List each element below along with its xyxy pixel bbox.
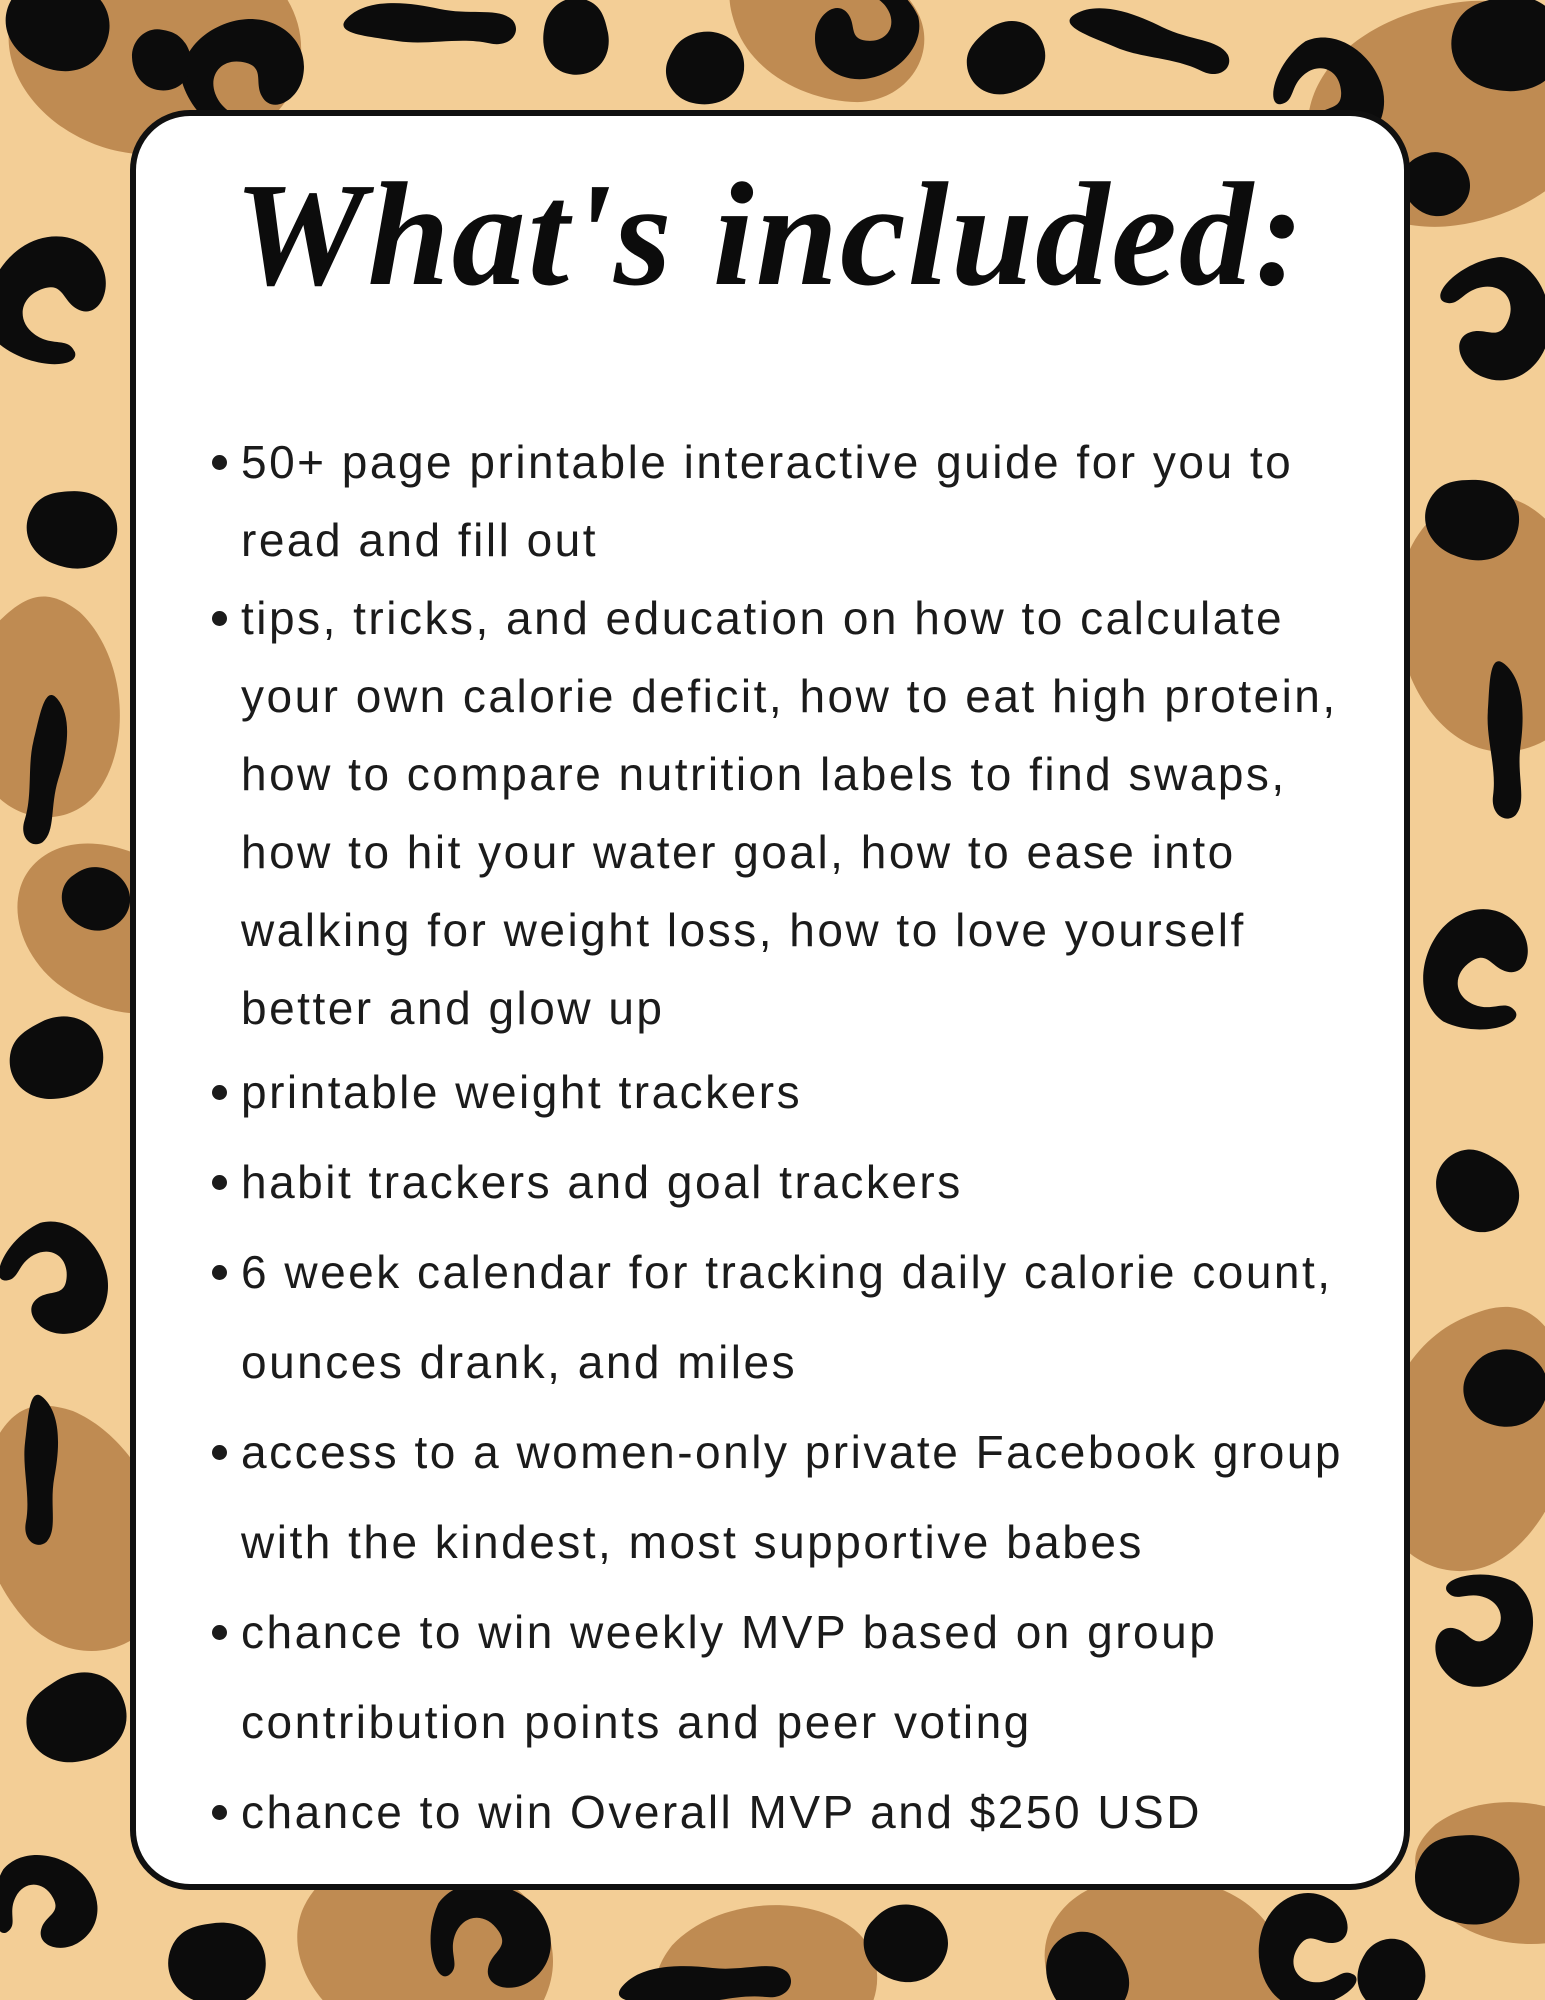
- list-item: [241, 1047, 1371, 1137]
- list-item: [241, 1137, 1371, 1227]
- list-item-text: 50+ page printable interactive guide for you to read and fill out: [241, 436, 1294, 566]
- features-list: [241, 423, 1371, 1857]
- list-item-text: access to a women-only private Facebook group with the kindest, most supportive babes: [241, 1426, 1344, 1568]
- list-item: [241, 423, 1371, 579]
- list-item: [241, 579, 1371, 1047]
- list-item-text: chance to win Overall MVP and $250 USD: [241, 1786, 1202, 1838]
- content-card: [130, 110, 1410, 1890]
- bullet-dot-icon: [212, 1805, 227, 1820]
- list-item: [241, 1767, 1371, 1857]
- bullet-dot-icon: [212, 455, 227, 470]
- bullet-dot-icon: [212, 1085, 227, 1100]
- list-item: [241, 1227, 1371, 1407]
- bullet-dot-icon: [212, 1625, 227, 1640]
- list-item-text: chance to win weekly MVP based on group contribution points and peer voting: [241, 1606, 1218, 1748]
- bullet-dot-icon: [212, 611, 227, 626]
- list-item: [241, 1587, 1371, 1767]
- list-item-text: printable weight trackers: [241, 1066, 803, 1118]
- list-item-text: 6 week calendar for tracking daily calorie count, ounces drank, and miles: [241, 1246, 1333, 1388]
- bullet-dot-icon: [212, 1175, 227, 1190]
- page-title: What's included:: [233, 153, 1307, 317]
- bullet-dot-icon: [212, 1265, 227, 1280]
- list-item: [241, 1407, 1371, 1587]
- list-item-text: tips, tricks, and education on how to calculate your own calorie deficit, how to eat high protein, how to compare nutrition labels to find swaps, how to hit your water goal, how to ease into walking for weight loss, how to love yourself better and glow up: [241, 592, 1338, 1034]
- list-item-text: habit trackers and goal trackers: [241, 1156, 963, 1208]
- bullet-dot-icon: [212, 1445, 227, 1460]
